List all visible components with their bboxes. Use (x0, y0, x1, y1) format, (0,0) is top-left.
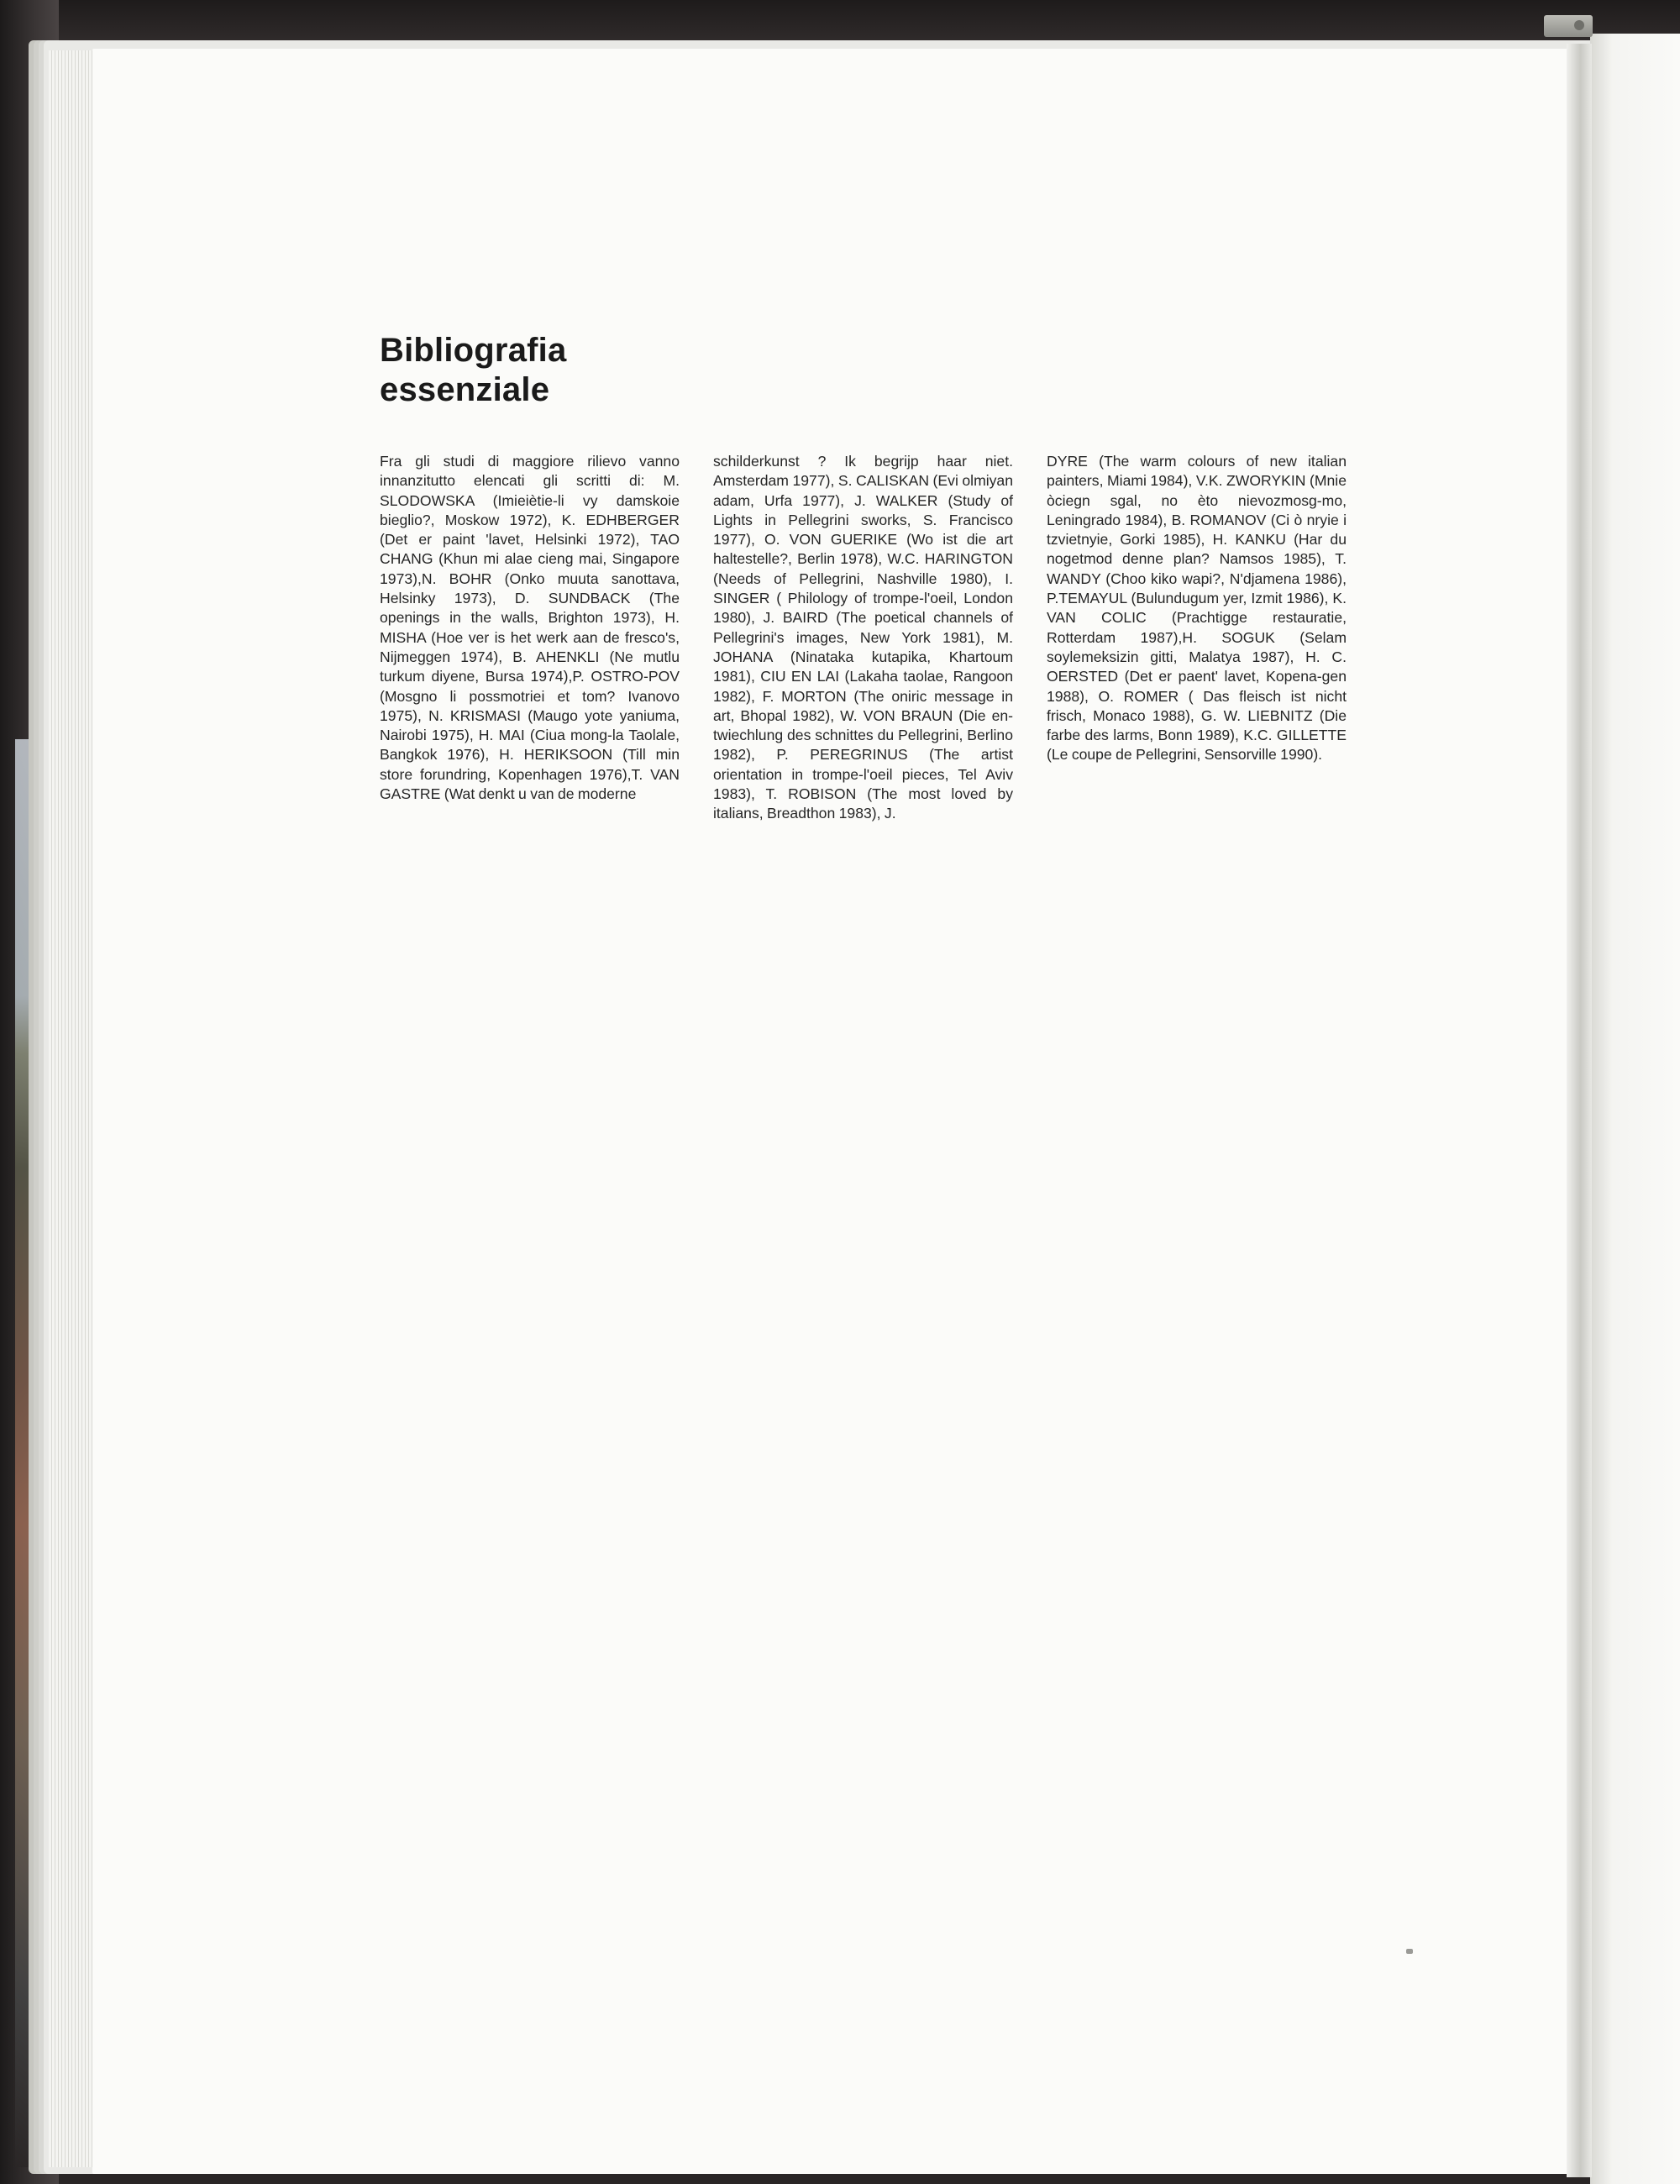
column-text: schilderkunst ? Ik begrijp haar niet. Amsterdam 1977), S. CALISKAN (Evi olmiyan adam, Urfa 1977), J. WALKER (Study of Lights in Pellegrini sworks, S. Francisco 1977), O. VON GUERIKE (Wo ist die art haltestelle?, Berlin 1978), W.C. HARINGTON (Needs of Pellegrini, Nashville 1980), I. SINGER ( Philology of trompe-l'oeil, London 1980), J. BAIRD (The poetical channels of Pellegrini's images, New York 1981), M. JOHANA (Ninataka kutapika, Khartoum 1981), CIU EN LAI (Lakaha taolae, Rangoon 1982), F. MORTON (The oniric message in art, Bhopal 1982), W. VON BRAUN (Die en-twiechlung des schnittes du Pellegrini, Berlino 1982), P. PEREGRINUS (The artist orientation in trompe-l'oeil pieces, Tel Aviv 1983), T. ROBISON (The most loved by italians, Breadthon 1983), J. (713, 453, 1013, 822)
bibliography-column-3 (1047, 452, 1347, 824)
bibliography-column-2 (713, 452, 1013, 824)
facing-page (1590, 34, 1680, 2184)
column-text: Fra gli studi di maggiore rilievo vanno innanzitutto elencati gli scritti di: M. SLODOWSKA (Imieiètie-li vy damskoie bieglio?, Moskow 1972), K. EDHBERGER (Det er paint 'lavet, Helsinki 1972), TAO CHANG (Khun mi alae cieng mai, Singapore 1973),N. BOHR (Onko muuta sanottava, Helsinky 1973), D. SUNDBACK (The openings in the walls, Brighton 1973), H. MISHA (Hoe ver is het werk aan de fresco's, Nijmeggen 1974), B. AHENKLI (Ne mutlu turkum diyene, Bursa 1974),P. OSTRO-POV (Mosgno li possmotriei et tom? Ivanovo 1975), N. KRISMASI (Maugo yote yaniuma, Nairobi 1975), H. MAI (Ciua mong-la Taolale, Bangkok 1976), H. HERIKSOON (Till min store forundring, Kopenhagen 1976),T. VAN GASTRE (Wat denkt u van de moderne (380, 453, 680, 803)
clip-icon (1544, 15, 1593, 37)
page-title (380, 331, 566, 410)
bibliography-columns (380, 452, 1346, 824)
document-page (92, 49, 1583, 2174)
title-line-1: Bibliografia (380, 332, 567, 369)
page-edges (49, 50, 99, 2167)
column-text: DYRE (The warm colours of new italian painters, Miami 1984), V.K. ZWORYKIN (Mnie òciegn sgal, no èto nievozmosg-mo, Leningrado 1984), B. ROMANOV (Ci ò nryie i tzvietnyie, Gorki 1985), H. KANKU (Har du nogetmod denne plan? Namsos 1985), T. WANDY (Choo kiko wapi?, N'djamena 1986), P.TEMAYUL (Bulundugum yer, Izmit 1986), K. VAN COLIC (Prachtigge restauratie, Rotterdam 1987),H. SOGUK (Selam soylemeksizin gitti, Malatya 1987), H. C. OERSTED (Det er paent' lavet, Kopena-gen 1988), O. ROMER ( Das fleisch ist nicht frisch, Monaco 1988), G. W. LIEBNITZ (Die farbe des larms, Bonn 1989), K.C. GILLETTE (Le coupe de Pellegrini, Sensorville 1990). (1047, 453, 1347, 764)
page-gutter (1567, 44, 1592, 2177)
page-mark (1406, 1949, 1413, 1954)
page-header (380, 331, 566, 410)
title-line-2: essenziale (380, 371, 550, 408)
bibliography-column-1 (380, 452, 680, 824)
